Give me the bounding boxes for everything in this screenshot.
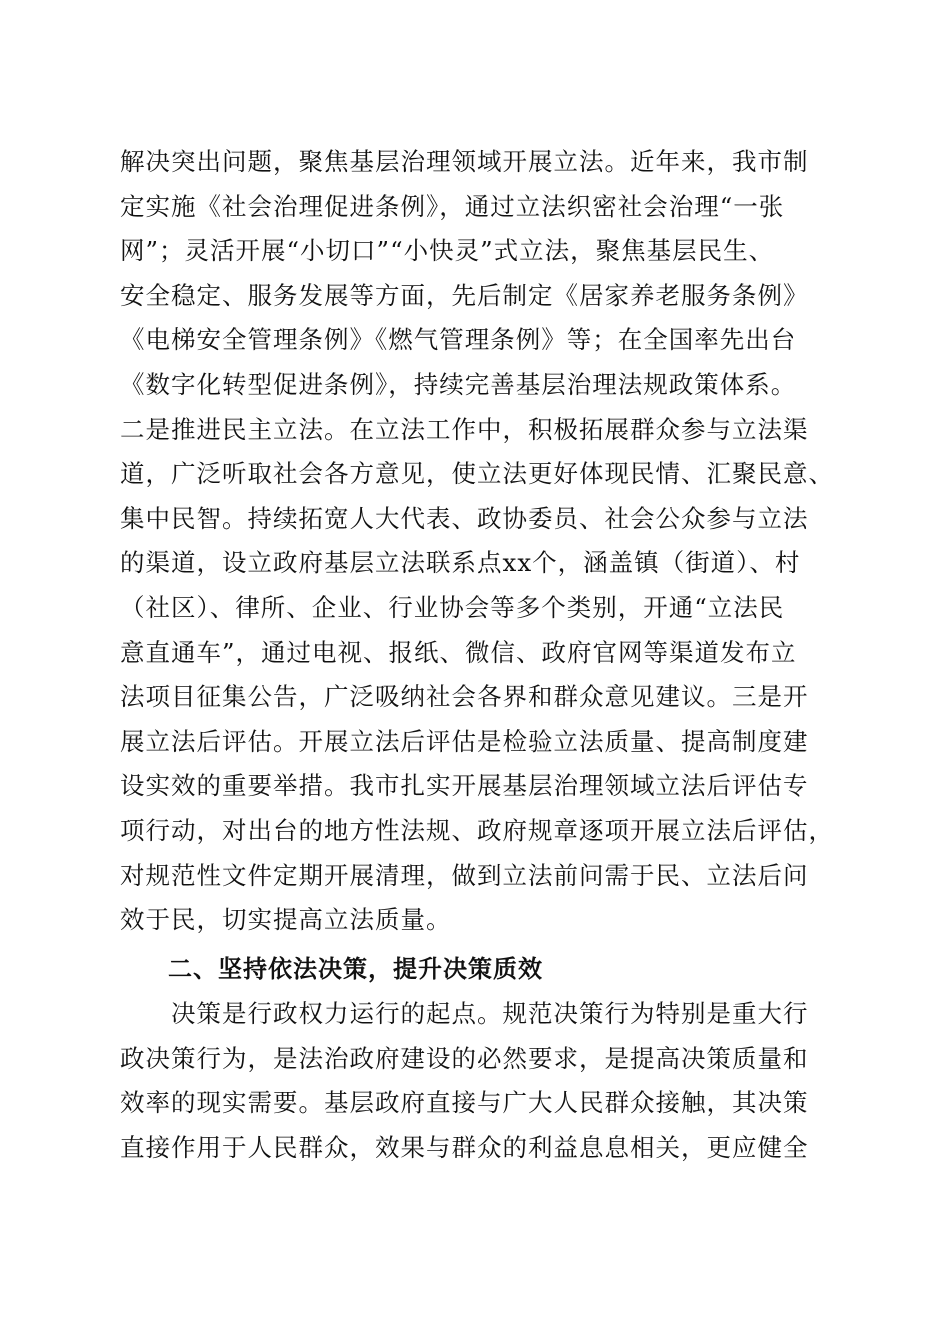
paragraph-line: 项行动，对出台的地方性法规、政府规章逐项开展立法后评估， bbox=[120, 815, 834, 845]
paragraph-line: 二是推进民主立法。在立法工作中，积极拓展群众参与立法渠 bbox=[120, 414, 809, 444]
paragraph-line: 《电梯安全管理条例》《燃气管理条例》等；在全国率先出台 bbox=[120, 325, 797, 355]
paragraph-line: 解决突出问题，聚焦基层治理领域开展立法。近年来，我市制 bbox=[120, 147, 809, 176]
paragraph-line: 的渠道，设立政府基层立法联系点xx个，涵盖镇（街道）、村 bbox=[120, 548, 801, 578]
body-paragraph-decision-making bbox=[120, 992, 840, 1170]
paragraph-line: 决策是行政权力运行的起点。规范决策行为特别是重大行 bbox=[120, 999, 809, 1028]
paragraph-line: 安全稳定、服务发展等方面，先后制定《居家养老服务条例》 bbox=[120, 280, 809, 310]
paragraph-line: 效于民，切实提高立法质量。 bbox=[120, 905, 452, 935]
paragraph-line: 效率的现实需要。基层政府直接与广大人民群众接触，其决策 bbox=[120, 1088, 809, 1118]
paragraph-line: 道，广泛听取社会各方意见，使立法更好体现民情、汇聚民意、 bbox=[120, 459, 834, 489]
paragraph-line: 《数字化转型促进条例》，持续完善基层治理法规政策体系。 bbox=[120, 369, 797, 399]
paragraph-line: 政决策行为，是法治政府建设的必然要求，是提高决策质量和 bbox=[120, 1043, 809, 1073]
paragraph-line: 对规范性文件定期开展清理，做到立法前问需于民、立法后问 bbox=[120, 860, 809, 890]
paragraph-line: （社区）、律所、企业、行业协会等多个类别，开通“立法民 bbox=[120, 592, 785, 622]
paragraph-line: 设实效的重要举措。我市扎实开展基层治理领域立法后评估专 bbox=[120, 771, 809, 801]
paragraph-line: 直接作用于人民群众，效果与群众的利益息息相关，更应健全 bbox=[120, 1132, 809, 1162]
body-paragraph-legislation bbox=[120, 140, 840, 943]
paragraph-line: 集中民智。持续拓宽人大代表、政协委员、社会公众参与立法 bbox=[120, 503, 809, 533]
section-heading: 二、坚持依法决策，提升决策质效 bbox=[168, 955, 543, 983]
paragraph-line: 意直通车”，通过电视、报纸、微信、政府官网等渠道发布立 bbox=[120, 637, 797, 667]
paragraph-line: 网”；灵活开展“小切口”“小快灵”式立法，聚焦基层民生、 bbox=[120, 236, 775, 266]
paragraph-line: 法项目征集公告，广泛吸纳社会各界和群众意见建议。三是开 bbox=[120, 682, 809, 712]
paragraph-line: 定实施《社会治理促进条例》，通过立法织密社会治理“一张 bbox=[120, 191, 785, 221]
paragraph-line: 展立法后评估。开展立法后评估是检验立法质量、提高制度建 bbox=[120, 726, 809, 756]
